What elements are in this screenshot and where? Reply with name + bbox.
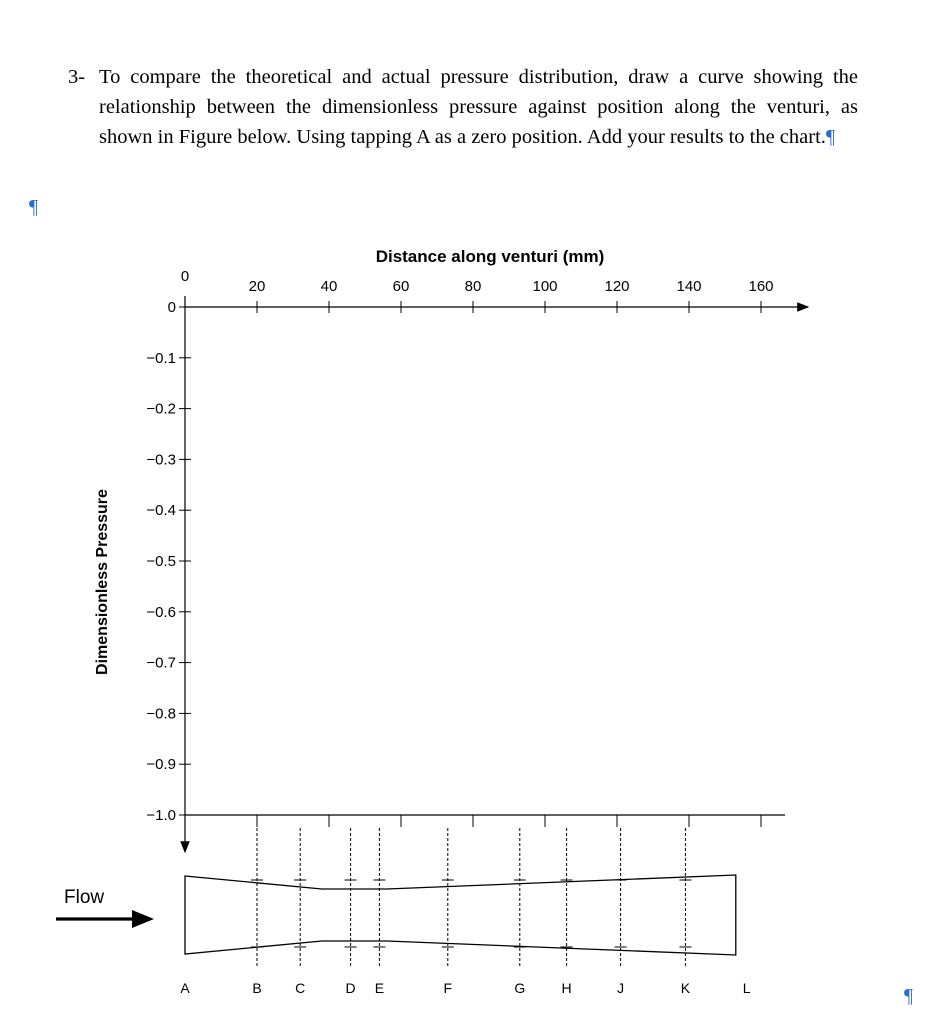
tapping-label: J [617,980,625,996]
y-tick-label: −0.7 [146,654,176,672]
y-axis-label: Dimensionless Pressure [94,489,111,675]
x-tick-label: 20 [248,278,266,295]
venturi-outline [185,875,736,955]
x-tick-label: 160 [748,278,774,295]
tapping-label: A [180,980,190,996]
tapping-label: K [680,980,691,996]
y-tick-label: −0.2 [146,400,176,418]
y-tick-label: −0.8 [146,705,176,723]
paragraph-mark-end: ¶ [904,985,914,1007]
tapping-label: L [742,980,751,996]
y-tick-label: −0.9 [146,756,176,774]
y-tick-label: −0.4 [146,502,176,520]
question-number: 3- [68,66,86,88]
x-tick-label: 80 [464,278,482,295]
tapping-label: F [443,980,453,996]
y-tick-label: −0.6 [146,603,176,621]
tapping-label: C [295,980,306,996]
tapping-label: H [561,980,572,996]
x-tick-label: 120 [604,278,630,295]
tapping-label: B [252,980,262,996]
tapping-label: D [345,980,356,996]
paragraph-mark: ¶ [825,126,836,148]
y-tick-label: −1.0 [146,807,176,824]
y-tick-label: −0.3 [146,451,176,469]
tapping-label: G [514,980,526,996]
chart-title: Distance along venturi (mm) [375,247,605,266]
y-tick-label: −0.1 [146,349,176,367]
x-tick-label: 100 [532,278,558,295]
x-tick-label: 40 [320,278,338,295]
x-origin-label: 0 [180,268,190,285]
question-text-body: To compare the theoretical and actual pressure distribution, draw a curve showing the relationship between the dimensionless pressure against position along the venturi, as shown in Figure below. Using tapping A as a zero position. Add your results to the chart. [99,66,858,148]
x-tick-label: 60 [392,278,410,295]
y-tick-label: 0 [167,299,176,316]
tapping-label: E [374,980,385,996]
paragraph-mark-empty: ¶ [29,196,39,218]
y-tick-label: −0.5 [146,553,176,570]
flow-label: Flow [64,887,105,908]
x-tick-label: 140 [676,278,702,295]
flow-arrow-icon [132,910,154,928]
